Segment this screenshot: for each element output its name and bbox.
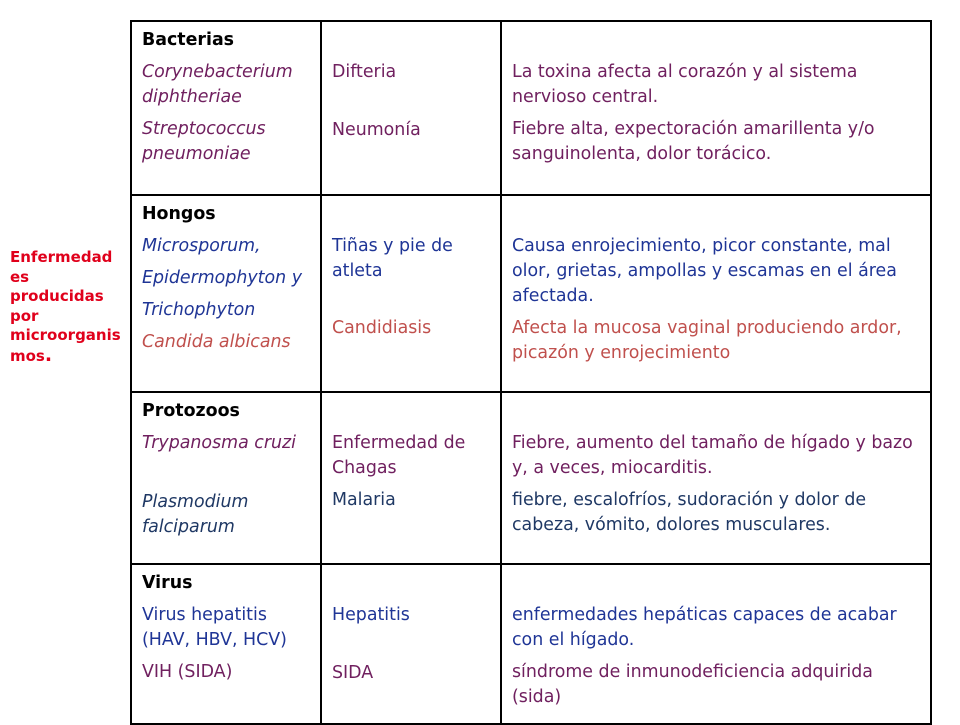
symptoms-cell <box>501 392 931 564</box>
organism-name: VIH (SIDA) <box>142 662 233 682</box>
organism-cell <box>131 21 321 195</box>
symptoms-text: síndrome de inmunodeficiencia adquirida (sida) <box>512 662 873 707</box>
disease-name: Hepatitis <box>332 605 410 625</box>
symptoms-cell <box>501 21 931 195</box>
group-heading: Bacterias <box>142 30 235 50</box>
symptoms-text: La toxina afecta al corazón y al sistema nervioso central. <box>512 62 858 107</box>
disease-cell <box>321 392 501 564</box>
symptoms-cell <box>501 564 931 724</box>
disease-name: Enfermedad de Chagas <box>332 433 466 478</box>
side-label-punct: . <box>44 343 53 366</box>
disease-name: SIDA <box>332 663 374 683</box>
symptoms-text: enfermedades hepáticas capaces de acabar con el hígado. <box>512 605 897 650</box>
diseases-table <box>130 20 932 725</box>
disease-name: Difteria <box>332 62 397 82</box>
organism-cell <box>131 564 321 724</box>
organism-name: Trichophyton <box>142 300 256 320</box>
organism-name: Microsporum, <box>142 236 261 256</box>
table-row-virus <box>131 564 931 724</box>
table-row-hongos <box>131 195 931 392</box>
group-heading: Protozoos <box>142 401 240 421</box>
organism-cell <box>131 392 321 564</box>
table-row-bacterias <box>131 21 931 195</box>
disease-name: Tiñas y pie de atleta <box>332 236 453 281</box>
disease-name: Candidiasis <box>332 318 432 338</box>
group-heading: Virus <box>142 573 193 593</box>
organism-name: Plasmodium falciparum <box>142 492 249 537</box>
table-row-protozoos <box>131 392 931 564</box>
symptoms-text: fiebre, escalofríos, sudoración y dolor de cabeza, vómito, dolores musculares. <box>512 490 867 535</box>
organism-name: Trypanosma cruzi <box>142 433 296 453</box>
disease-cell <box>321 564 501 724</box>
disease-cell <box>321 195 501 392</box>
organism-name: Epidermophyton y <box>142 268 302 288</box>
disease-name: Neumonía <box>332 120 421 140</box>
side-label-text: Enfermedad es producidas por microorganis mos <box>10 248 121 365</box>
disease-cell <box>321 21 501 195</box>
group-heading: Hongos <box>142 204 216 224</box>
symptoms-cell <box>501 195 931 392</box>
symptoms-text: Fiebre, aumento del tamaño de hígado y bazo y, a veces, miocarditis. <box>512 433 913 478</box>
organism-name: Virus hepatitis (HAV, HBV, HCV) <box>142 605 287 650</box>
symptoms-text: Afecta la mucosa vaginal produciendo ardor, picazón y enrojecimiento <box>512 318 902 363</box>
symptoms-text: Fiebre alta, expectoración amarillenta y/o sanguinolenta, dolor torácico. <box>512 119 875 164</box>
disease-name: Malaria <box>332 490 396 510</box>
organism-cell <box>131 195 321 392</box>
organism-name: Streptococcus pneumoniae <box>142 119 266 164</box>
organism-name: Candida albicans <box>142 332 291 352</box>
symptoms-text: Causa enrojecimiento, picor constante, mal olor, grietas, ampollas y escamas en el área afectada. <box>512 236 897 306</box>
side-label <box>10 248 126 366</box>
organism-name: Corynebacterium diphtheriae <box>142 62 293 107</box>
